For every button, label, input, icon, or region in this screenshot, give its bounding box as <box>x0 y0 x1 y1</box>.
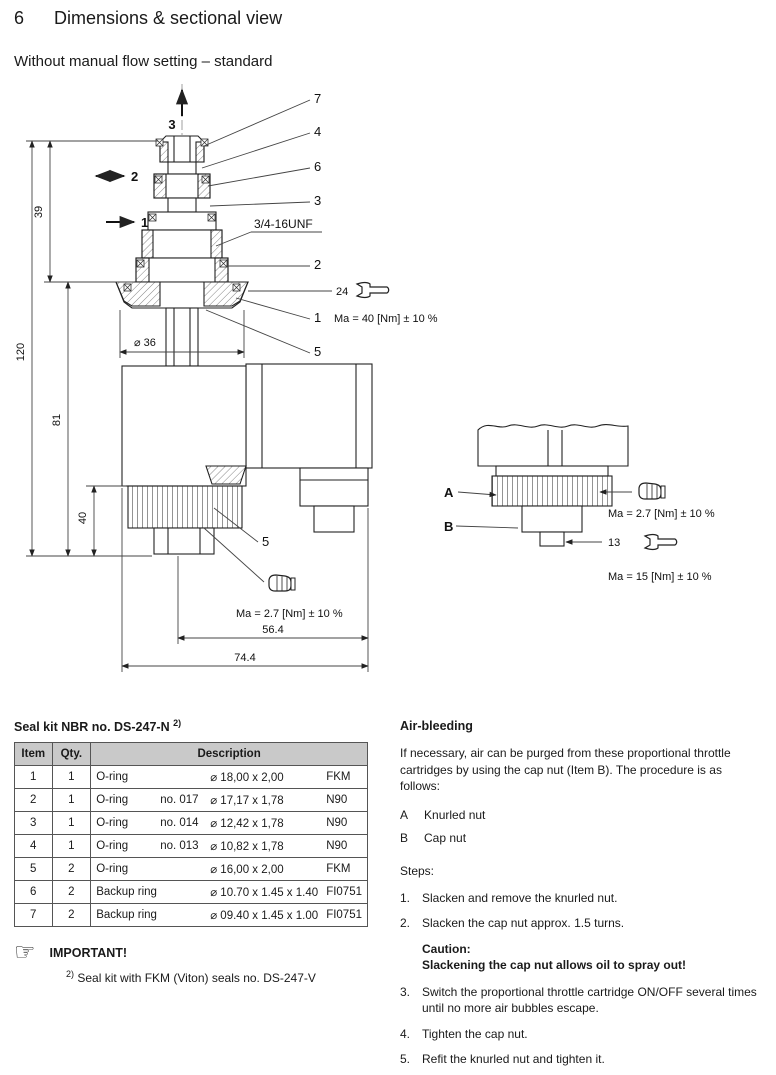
callout-3: 3 <box>314 193 322 208</box>
cap-nut-stub <box>540 532 564 546</box>
hand-tighten-icon <box>269 575 295 591</box>
air-bleeding-legend <box>400 807 764 847</box>
cable-gland <box>314 506 354 532</box>
step-item <box>400 915 764 932</box>
callout-5-body: 5 <box>262 534 270 549</box>
col-header-item: Item <box>15 743 53 766</box>
dim-39: 39 <box>33 205 45 219</box>
step-number: 2. <box>400 916 411 931</box>
step-text: Switch the proportional throttle cartridge ON/OFF several times until no more air bubbles escape. <box>422 984 757 1016</box>
flow-arrow-in-label: 1 <box>141 215 149 230</box>
flow-arrow-side-label: 2 <box>131 169 139 184</box>
seal-kit-title-text: Seal kit NBR no. DS-247-N <box>14 720 170 735</box>
cell-qty: 2 <box>52 904 91 927</box>
seal-kit-table <box>14 742 368 927</box>
col-header-qty: Qty. <box>52 743 91 766</box>
wrench-13-label: 13 <box>608 537 621 549</box>
dim-120: 120 <box>15 342 27 362</box>
step-number: 5. <box>400 1052 411 1067</box>
cell-material: N90 <box>326 840 348 853</box>
air-bleeding-section <box>400 718 764 1075</box>
caution-text: Slackening the cap nut allows oil to spray out! <box>422 958 687 973</box>
seal-kit-title <box>14 718 368 734</box>
step-item <box>400 1051 764 1068</box>
cell-size: ⌀ 10,82 x 1,78 <box>210 841 284 854</box>
seal-retainer <box>206 466 246 484</box>
flow-arrow-side <box>96 169 138 184</box>
legend-key: B <box>400 831 409 846</box>
knurled-nut-detail <box>492 476 612 506</box>
legend-key: A <box>400 807 409 822</box>
callout-1: 1 <box>314 310 322 325</box>
connector-housing <box>300 468 368 506</box>
knurled-nut-left <box>128 486 242 528</box>
cap-nut-detail <box>522 506 582 532</box>
cell-material: FKM <box>326 863 351 876</box>
important-note <box>14 941 368 965</box>
dim-dia36: ⌀ 36 <box>134 337 156 349</box>
cell-item: 3 <box>15 812 53 835</box>
torque-15-label: Ma = 15 [Nm] ± 10 % <box>608 571 712 583</box>
flow-arrow-up <box>168 90 182 132</box>
caution-title: Caution: <box>422 941 471 956</box>
cell-qty: 1 <box>52 812 91 835</box>
cell-item: 7 <box>15 904 53 927</box>
cell-material: N90 <box>326 817 348 830</box>
cell-no: no. 014 <box>160 817 199 830</box>
legend-label: Knurled nut <box>424 807 486 822</box>
dim-40: 40 <box>77 511 89 525</box>
steps-label: Steps: <box>400 863 435 878</box>
cell-size: ⌀ 12,42 x 1,78 <box>210 818 284 831</box>
cell-no: no. 013 <box>160 840 199 853</box>
callout-2: 2 <box>314 257 322 272</box>
cell-name: O-ring <box>96 817 129 830</box>
seal-kit-section <box>14 718 368 985</box>
step-item <box>400 984 764 1017</box>
table-row <box>15 812 368 835</box>
callout-5: 5 <box>314 344 322 359</box>
cell-material: FI0751 <box>326 909 362 922</box>
cell-item: 6 <box>15 881 53 904</box>
cell-qty: 1 <box>52 766 91 789</box>
torque-27-left-label: Ma = 2.7 [Nm] ± 10 % <box>236 608 343 620</box>
cell-qty: 1 <box>52 789 91 812</box>
solenoid-coil <box>246 364 372 468</box>
sectional-view-drawing <box>0 76 776 688</box>
col-header-description: Description <box>91 743 368 766</box>
cell-size: ⌀ 09.40 x 1.45 x 1.00 <box>210 910 319 923</box>
flow-arrow-up-label: 3 <box>168 117 176 132</box>
detail-washer <box>496 466 608 476</box>
wrench-size-24 <box>248 283 389 299</box>
cell-name: O-ring <box>96 771 129 784</box>
cell-name: Backup ring <box>96 886 157 899</box>
cell-name: O-ring <box>96 794 129 807</box>
cell-no: no. 017 <box>160 794 199 807</box>
cell-item: 1 <box>15 766 53 789</box>
dim-56-4: 56.4 <box>262 624 284 636</box>
cell-material: N90 <box>326 794 348 807</box>
footnote-marker: 2) <box>66 969 75 980</box>
cell-size: ⌀ 10.70 x 1.45 x 1.40 <box>210 887 319 900</box>
hand-tighten-icon-detail <box>639 483 665 499</box>
section-number: 6 <box>14 8 25 28</box>
callout-4: 4 <box>314 124 322 139</box>
torque-40-label: Ma = 40 [Nm] ± 10 % <box>334 313 438 325</box>
cell-material: FI0751 <box>326 886 362 899</box>
callout-7: 7 <box>314 91 322 106</box>
step-item <box>400 1026 764 1043</box>
flow-arrow-in <box>106 215 148 230</box>
cell-qty: 2 <box>52 858 91 881</box>
thread-label: 3/4-16UNF <box>254 217 313 231</box>
legend-item <box>400 830 764 847</box>
step-text: Refit the knurled nut and tighten it. <box>422 1052 605 1067</box>
step-number: 3. <box>400 984 411 999</box>
step-number: 4. <box>400 1026 411 1041</box>
wrench-icon-13 <box>645 535 677 550</box>
cell-item: 4 <box>15 835 53 858</box>
torque-27-right-label: Ma = 2.7 [Nm] ± 10 % <box>608 508 715 520</box>
seal-kit-footnote-ref: 2) <box>173 718 182 728</box>
detail-label-b: B <box>444 519 454 534</box>
dim-81: 81 <box>51 413 63 427</box>
step-text: Slacken the cap nut approx. 1.5 turns. <box>422 916 625 931</box>
step-text: Tighten the cap nut. <box>422 1026 528 1041</box>
footnote-text: Seal kit with FKM (Viton) seals no. DS-247-V <box>77 971 316 986</box>
cell-qty: 2 <box>52 881 91 904</box>
seal-kit-footnote <box>14 969 368 985</box>
step-item <box>400 890 764 907</box>
cell-item: 2 <box>15 789 53 812</box>
cell-name: O-ring <box>96 840 129 853</box>
air-bleeding-title: Air-bleeding <box>400 719 473 733</box>
cell-size: ⌀ 18,00 x 2,00 <box>210 772 284 785</box>
legend-item <box>400 807 764 824</box>
wrench-icon <box>357 283 389 298</box>
page-title: Dimensions & sectional view <box>54 8 283 28</box>
table-row <box>15 789 368 812</box>
pointer-hand-icon: ☞ <box>14 939 36 967</box>
table-row <box>15 881 368 904</box>
table-header-row <box>15 743 368 766</box>
bottom-cap-left <box>154 528 214 554</box>
callout-6: 6 <box>314 159 322 174</box>
cell-qty: 1 <box>52 835 91 858</box>
caution-block <box>422 941 764 974</box>
table-row <box>15 858 368 881</box>
important-label: IMPORTANT! <box>49 946 128 961</box>
cell-material: FKM <box>326 771 351 784</box>
dim-74-4: 74.4 <box>234 652 256 664</box>
page-subtitle: Without manual flow setting – standard <box>14 53 273 70</box>
cell-item: 5 <box>15 858 53 881</box>
legend-label: Cap nut <box>424 831 467 846</box>
air-bleeding-intro: If necessary, air can be purged from these proportional throttle cartridges by using the cap nut (Item B). The procedure is as follows: <box>400 746 731 794</box>
step-number: 1. <box>400 890 411 905</box>
cell-size: ⌀ 16,00 x 2,00 <box>210 864 284 877</box>
cell-name: O-ring <box>96 863 129 876</box>
coil-fragment <box>478 425 628 466</box>
detail-label-a: A <box>444 485 454 500</box>
section-header <box>14 8 282 29</box>
wrench-24-label: 24 <box>336 286 349 298</box>
valve-body <box>122 364 372 554</box>
cell-name: Backup ring <box>96 909 157 922</box>
table-row <box>15 835 368 858</box>
cell-size: ⌀ 17,17 x 1,78 <box>210 795 284 808</box>
table-row <box>15 766 368 789</box>
table-row <box>15 904 368 927</box>
step-text: Slacken and remove the knurled nut. <box>422 890 618 905</box>
